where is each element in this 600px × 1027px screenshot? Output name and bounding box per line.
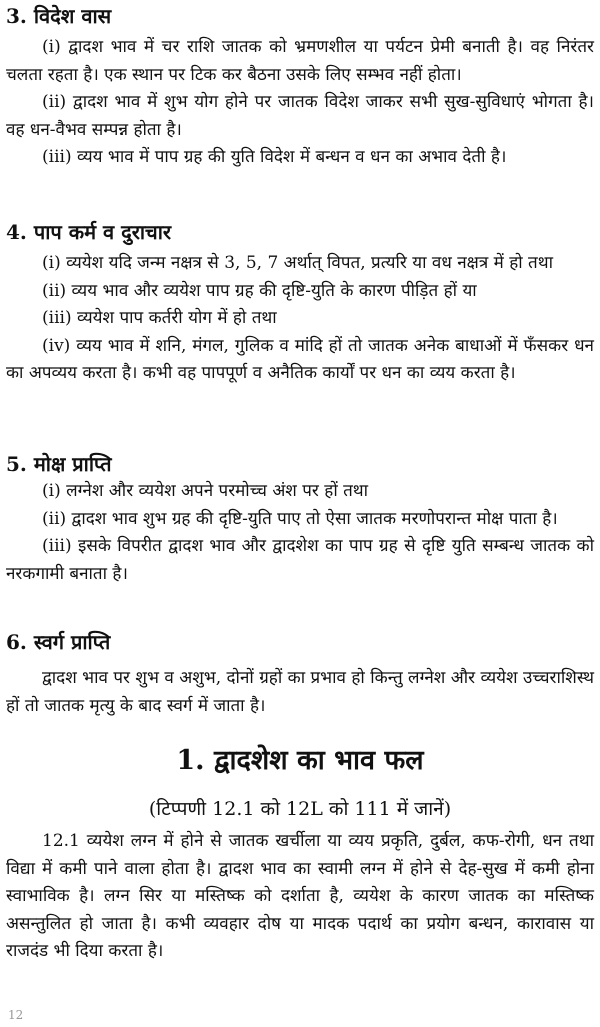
paragraph: (ii) द्वादश भाव शुभ ग्रह की दृष्टि-युति पाए तो ऐसा जातक मरणोपरान्त मोक्ष पाता है। — [42, 508, 558, 529]
section-heading: 4. पाप कर्म व दुराचार — [6, 220, 172, 244]
section-body — [6, 665, 594, 720]
section-heading: 6. स्वर्ग प्राप्ति — [6, 630, 111, 654]
paragraph: (iii) व्यय भाव में पाप ग्रह की युति विदेश में बन्धन व धन का अभाव देती है। — [42, 147, 507, 167]
section-body — [6, 478, 594, 588]
section-body — [6, 250, 594, 388]
paragraph: (iii) इसके विपरीत द्वादश भाव और द्वादशेश का पाप ग्रह से दृष्टि युति सम्बन्ध जातक को नरकगामी बनाता है। — [6, 536, 594, 584]
paragraph: (i) द्वादश भाव में चर राशि जातक को भ्रमणशील या पर्यटन प्रेमी बनाती है। वह निरंतर चलता रहता है। एक स्थान पर टिक कर बैठना उसके लिए सम्भव नहीं होता। — [6, 37, 594, 85]
paragraph: (iv) व्यय भाव में शनि, मंगल, गुलिक व मांदि हों तो जातक अनेक बाधाओं में फँसकर धन का अपव्यय करता है। कभी वह पापपूर्ण व अनैतिक कार्यों पर धन का व्यय करता है। — [6, 335, 594, 383]
paragraph: (i) व्ययेश यदि जन्म नक्षत्र से 3, 5, 7 अर्थात् विपत, प्रत्यरि या वध नक्षत्र में हो तथा — [42, 253, 553, 273]
paragraph: (iii) व्ययेश पाप कर्तरी योग में हो तथा — [42, 308, 277, 328]
chapter-body — [6, 828, 594, 966]
section-heading: 3. विदेश वास — [6, 4, 112, 28]
chapter-subtitle: (टिप्पणी 12.1 को 12L को 111 में जानें) — [148, 798, 452, 820]
paragraph: (ii) द्वादश भाव में शुभ योग होने पर जातक विदेश जाकर सभी सुख-सुविधाएं भोगता है। वह धन-वैभव सम्पन्न होता है। — [6, 92, 594, 140]
paragraph: (ii) व्यय भाव और व्ययेश पाप ग्रह की दृष्टि-युति के कारण पीड़ित हों या — [42, 280, 477, 301]
page-footer: 12 — [8, 1008, 24, 1022]
section-body — [6, 34, 594, 172]
chapter-title: 1. द्वादशेश का भाव फल — [176, 745, 424, 776]
paragraph: 12.1 व्ययेश लग्न में होने से जातक खर्चीला या व्यय प्रकृति, दुर्बल, कफ-रोगी, धन तथा विद्या में कमी पाने वाला होता है। द्वादश भाव का स्वामी लग्न में होने से देह-सुख में कमी होना स्वाभाविक है। लग्न सिर या मस्तिष्क को दर्शाता है, व्ययेश के कारण जातक का मस्तिष्क असन्तुलित हो जाता है। कभी व्यवहार दोष या मादक पदार्थ का प्रयोग बन्धन, कारावास या राजदंड भी दिया करता है। — [6, 831, 594, 961]
paragraph: द्वादश भाव पर शुभ व अशुभ, दोनों ग्रहों का प्रभाव हो किन्तु लग्नेश और व्ययेश उच्चराशिस्थ हों तो जातक मृत्यु के बाद स्वर्ग में जाता है। — [6, 668, 594, 716]
paragraph: (i) लग्नेश और व्ययेश अपने परमोच्च अंश पर हों तथा — [42, 481, 369, 501]
section-heading: 5. मोक्ष प्राप्ति — [6, 452, 112, 476]
